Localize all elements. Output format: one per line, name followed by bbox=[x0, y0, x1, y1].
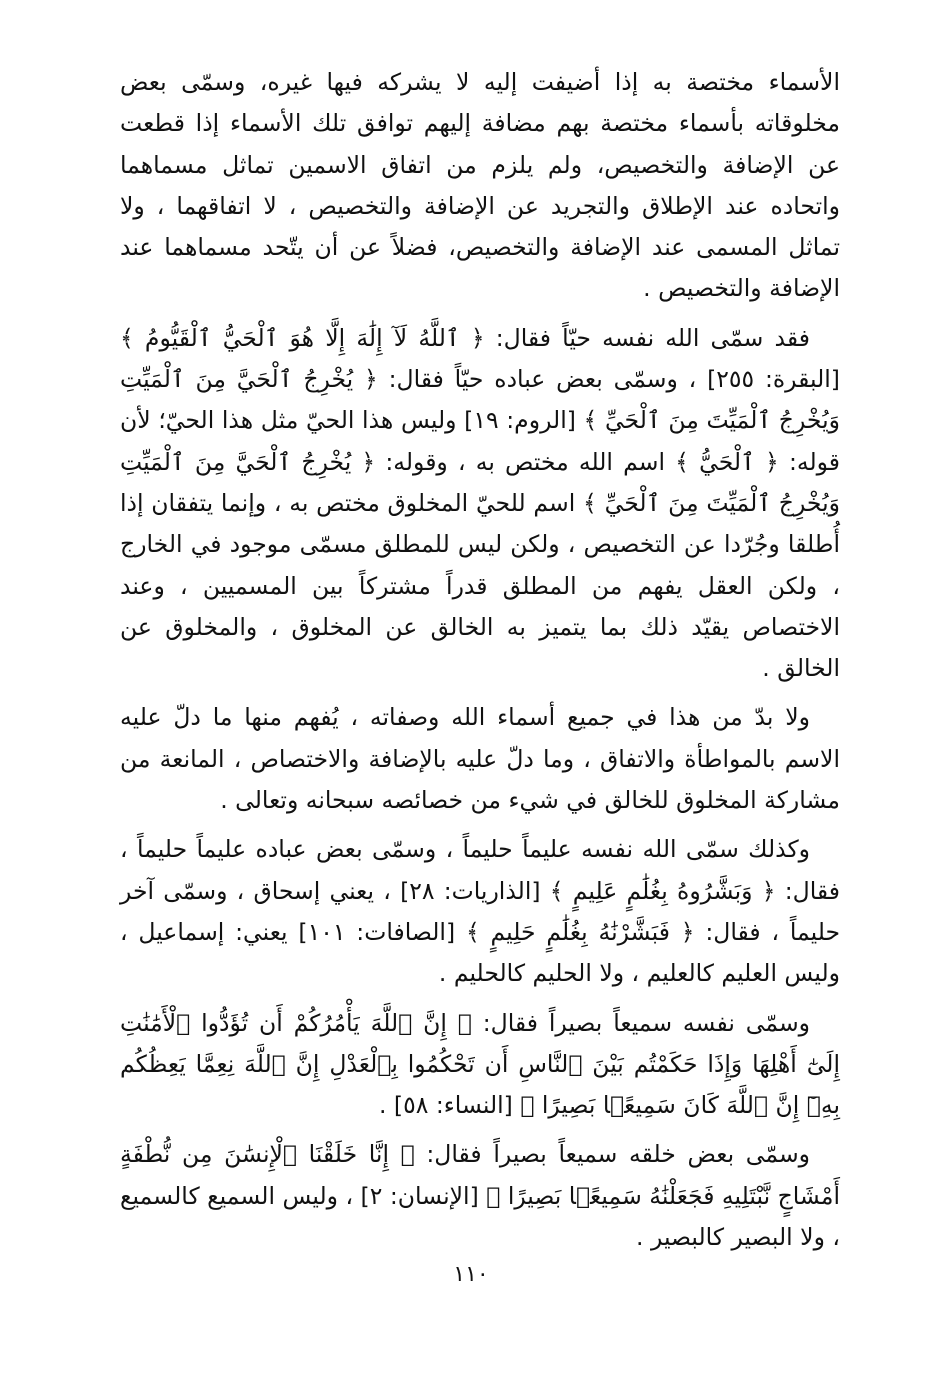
paragraph-4: وكذلك سمّى الله نفسه عليماً حليماً ، وسمّى بعض عباده عليماً حليماً ، فقال: ﴿ وَبَشَّرُوهُ بِغُلَٰمٍ عَلِيمٍ ﴾ [الذاريات: ٢٨] ، يعني إسحاق ، وسمّى آخر حليماً ، فقال: ﴿ فَبَشَّرْنَٰهُ بِغُلَٰمٍ حَلِيمٍ ﴾ [الصافات: ١٠١] يعني: إسماعيل ، وليس العليم كالعليم ، ولا الحليم كالحليم . bbox=[120, 835, 840, 988]
paragraph-2: فقد سمّى الله نفسه حيّاً فقال: ﴿ ٱللَّهُ لَآ إِلَٰهَ إِلَّا هُوَ ٱلْحَيُّ ٱلْقَيُّومُ ﴾ [البقرة: ٢٥٥] ، وسمّى بعض عباده حيّاً فقال: ﴿ يُخْرِجُ ٱلْحَيَّ مِنَ ٱلْمَيِّتِ وَيُخْرِجُ ٱلْمَيِّتَ مِنَ ٱلْحَيِّ ﴾ [الروم: ١٩] وليس هذا الحيّ مثل هذا الحيّ؛ لأن قوله: ﴿ ٱلْحَيُّ ﴾ اسم الله مختص به ، وقوله: ﴿ يُخْرِجُ ٱلْحَيَّ مِنَ ٱلْمَيِّتِ وَيُخْرِجُ ٱلْمَيِّتَ مِنَ ٱلْحَيِّ ﴾ اسم للحيّ المخلوق مختص به ، وإنما يتفقان إذا أُطلقا وجُرّدا عن التخصيص ، ولكن ليس للمطلق مسمّى موجود في الخارج ، ولكن العقل يفهم من المطلق قدراً مشتركاً بين المسميين ، وعند الاختصاص يقيّد ذلك بما يتميز به الخالق عن المخلوق ، والمخلوق عن الخالق . bbox=[120, 323, 840, 683]
paragraph-1: الأسماء مختصة به إذا أضيفت إليه لا يشركه فيها غيره، وسمّى بعض مخلوقاته بأسماء مختصة بهم مضافة إليهم توافق تلك الأسماء إذا قطعت عن الإضافة والتخصيص، ولم يلزم من اتفاق الاسمين تماثل مسماهما واتحاده عند الإطلاق والتجريد عن الإضافة والتخصيص ، لا اتفاقهما ، ولا تماثل المسمى عند الإضافة والتخصيص، فضلاً عن أن يتّحد مسماهما عند الإضافة والتخصيص . bbox=[120, 68, 840, 303]
paragraph-3: ولا بدّ من هذا في جميع أسماء الله وصفاته ، يُفهم منها ما دلّ عليه الاسم بالمواطأة والاتفاق ، وما دلّ عليه بالإضافة والاختصاص ، المانعة من مشاركة المخلوق للخالق في شيء من خصائصه سبحانه وتعالى . bbox=[120, 703, 840, 815]
paragraph-5: وسمّى نفسه سميعاً بصيراً فقال: ﴿ إِنَّ ٱللَّهَ يَأْمُرُكُمْ أَن تُؤَدُّوا ٱلْأَمَٰنَٰتِ إِلَىٰٓ أَهْلِهَا وَإِذَا حَكَمْتُم بَيْنَ ٱلنَّاسِ أَن تَحْكُمُوا بِٱلْعَدْلِ إِنَّ ٱللَّهَ نِعِمَّا يَعِظُكُم بِهِۦٓ إِنَّ ٱللَّهَ كَانَ سَمِيعًۢا بَصِيرًا ﴾ [النساء: ٥٨] . bbox=[120, 1008, 840, 1120]
paragraph-6: وسمّى بعض خلقه سميعاً بصيراً فقال: ﴿ إِنَّا خَلَقْنَا ٱلْإِنسَٰنَ مِن نُّطْفَةٍ أَمْشَاجٍ نَّبْتَلِيهِ فَجَعَلْنَٰهُ سَمِيعًۢا بَصِيرًا ﴾ [الإنسان: ٢] ، وليس السميع كالسميع ، ولا البصير كالبصير . bbox=[120, 1140, 841, 1252]
body-text bbox=[120, 62, 840, 1266]
page-number: ١١٠ bbox=[453, 1262, 489, 1287]
